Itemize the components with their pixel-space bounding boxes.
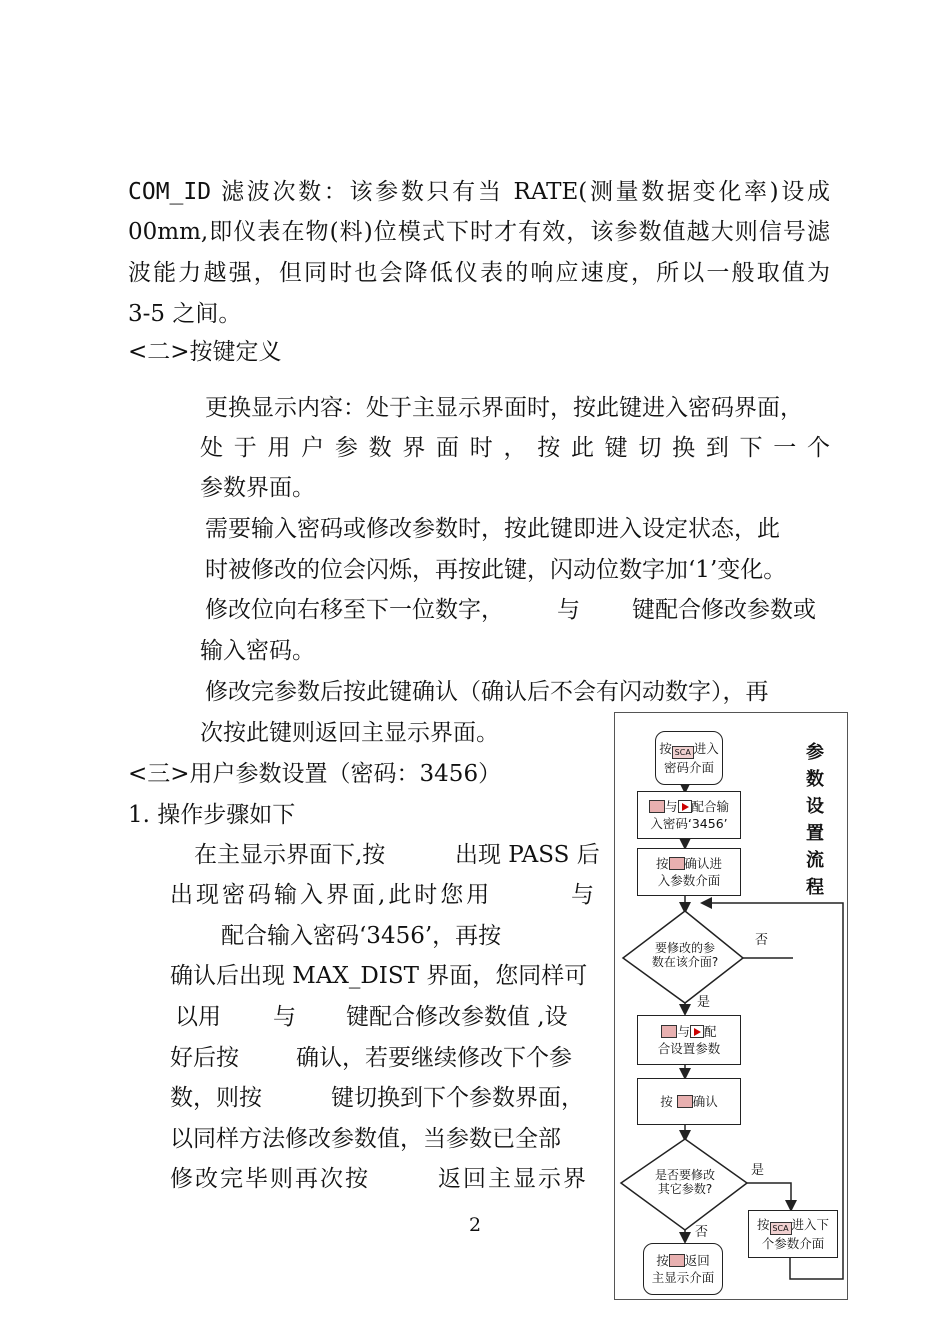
parameter-setting-flowchart	[614, 712, 848, 1300]
para1-line2: 00mm,即仪表在物(料)位模式下时才有效，该参数值越大则信号滤	[128, 219, 830, 245]
node-text: 返回	[684, 1253, 710, 1268]
key3-line1b: 与	[557, 597, 580, 623]
right-arrow-key-icon	[690, 1025, 704, 1038]
node-text: 入参数介面	[657, 873, 721, 888]
step-line3: 配合输入密码‘3456’，再按	[221, 923, 502, 949]
sca-key-icon: SCA	[672, 746, 694, 759]
node-text: 按	[659, 741, 672, 756]
decision-text: 数在该介面?	[651, 955, 719, 969]
title-char: 参	[806, 742, 824, 763]
key2-line2: 时被修改的位会闪烁，再按此键，闪动位数字加‘1’变化。	[205, 557, 787, 583]
key4-line1: 修改完参数后按此键确认（确认后不会有闪动数字），再	[205, 679, 769, 705]
yes-label-2: 是	[751, 1163, 765, 1178]
step-line7a: 数，则按	[170, 1085, 262, 1111]
key2-line1: 需要输入密码或修改参数时，按此键即进入设定状态，此	[205, 516, 780, 542]
node-return-main	[643, 1243, 723, 1295]
enter-key-icon	[677, 1095, 693, 1108]
yes-label-1: 是	[697, 995, 711, 1010]
key1-line2: 处于用户参数界面时，按此键切换到下一个	[200, 435, 830, 461]
para1-line1-text: 滤波次数：该参数只有当 RATE(测量数据变化率)设成	[221, 179, 831, 205]
key-icon	[661, 1025, 677, 1038]
node-text: 按	[660, 1094, 673, 1109]
node-text: 主显示介面	[651, 1270, 715, 1285]
section3-heading: <三>用户参数设置（密码：3456）	[128, 761, 502, 787]
node-text: 按	[756, 1217, 770, 1232]
key4-line2: 次按此键则返回主显示界面。	[200, 720, 499, 746]
step-line8: 以同样方法修改参数值，当参数已全部	[170, 1126, 561, 1152]
key-icon	[649, 800, 665, 813]
no-label-1: 否	[755, 933, 769, 948]
title-char: 程	[806, 877, 824, 898]
node-next-param	[748, 1210, 838, 1258]
node-text: 与	[677, 1024, 690, 1039]
section2-heading: <二>按键定义	[128, 339, 282, 365]
title-char: 数	[806, 769, 824, 790]
key3-line2: 输入密码。	[200, 638, 315, 664]
node-text: 进入	[693, 741, 719, 756]
node-text: 入密码‘3456’	[650, 816, 728, 831]
no-label-2: 否	[695, 1225, 709, 1240]
para1-line3: 波能力越强，但同时也会降低仪表的响应速度，所以一般取值为	[128, 260, 830, 286]
key1-line1: 更换显示内容：处于主显示界面时，按此键进入密码界面，	[205, 395, 803, 421]
node-text: 确认进	[684, 856, 723, 871]
node-text: 按	[656, 1253, 669, 1268]
decision-text: 其它参数?	[657, 1182, 713, 1196]
step-line1a: 在主显示界面下,按	[194, 842, 386, 868]
right-arrow-key-icon	[678, 800, 692, 813]
node-text: 密码介面	[663, 760, 714, 775]
decision2-text	[639, 1168, 731, 1196]
step-line5c: 键配合修改参数值 ,设	[346, 1004, 568, 1030]
step-line4: 确认后出现 MAX_DIST 界面，您同样可	[170, 963, 588, 989]
node-text: 进入下	[791, 1217, 830, 1232]
sca-key-icon: SCA	[770, 1222, 792, 1235]
step-line6b: 确认，若要继续修改下个参	[296, 1045, 572, 1071]
node-confirm-enter-params	[637, 848, 741, 896]
step-line9a: 修改完毕则再次按	[170, 1166, 370, 1192]
decision-text: 是否要修改	[654, 1168, 715, 1182]
node-text: 合设置参数	[657, 1041, 721, 1056]
node-text: 配	[704, 1024, 717, 1039]
node-enter-password	[655, 731, 723, 785]
step-line2a: 出现密码输入界面,此时您用	[170, 882, 493, 908]
yes-branch-2	[747, 1183, 791, 1209]
enter-key-icon	[669, 857, 685, 870]
key3-line1a: 修改位向右移至下一位数字，	[205, 597, 504, 623]
node-text: 配合输	[691, 799, 730, 814]
title-char: 置	[806, 823, 824, 844]
node-text: 与	[664, 799, 678, 814]
title-char: 流	[806, 850, 824, 871]
node-confirm	[637, 1078, 741, 1125]
node-text: 确认	[692, 1094, 718, 1109]
key3-line1c: 键配合修改参数或	[632, 597, 816, 623]
step-line5b: 与	[273, 1004, 296, 1030]
step-line6a: 好后按	[170, 1045, 239, 1071]
step-line5a: 以用	[175, 1004, 221, 1030]
node-text: 个参数介面	[761, 1236, 825, 1251]
com-id-label: COM_ID	[128, 179, 212, 205]
para1-line1	[128, 177, 830, 207]
key1-line3: 参数界面。	[200, 475, 315, 501]
decision-text: 要修改的参	[654, 941, 715, 955]
node-set-params	[637, 1015, 741, 1065]
step-line1b: 出现 PASS 后	[455, 842, 600, 868]
flowchart-title	[801, 739, 829, 901]
step-line9b: 返回主显示界	[438, 1166, 588, 1192]
enter-key-icon	[669, 1254, 685, 1267]
step-heading: 1. 操作步骤如下	[128, 802, 296, 828]
step-line2b: 与	[571, 882, 594, 908]
node-input-password	[637, 791, 741, 839]
decision1-text	[639, 941, 731, 969]
node-text: 按	[655, 856, 669, 871]
step-line7b: 键切换到下个参数界面，	[331, 1085, 584, 1111]
title-char: 设	[806, 796, 824, 817]
page-number: 2	[469, 1214, 482, 1236]
para1-line4: 3-5 之间。	[128, 301, 242, 327]
